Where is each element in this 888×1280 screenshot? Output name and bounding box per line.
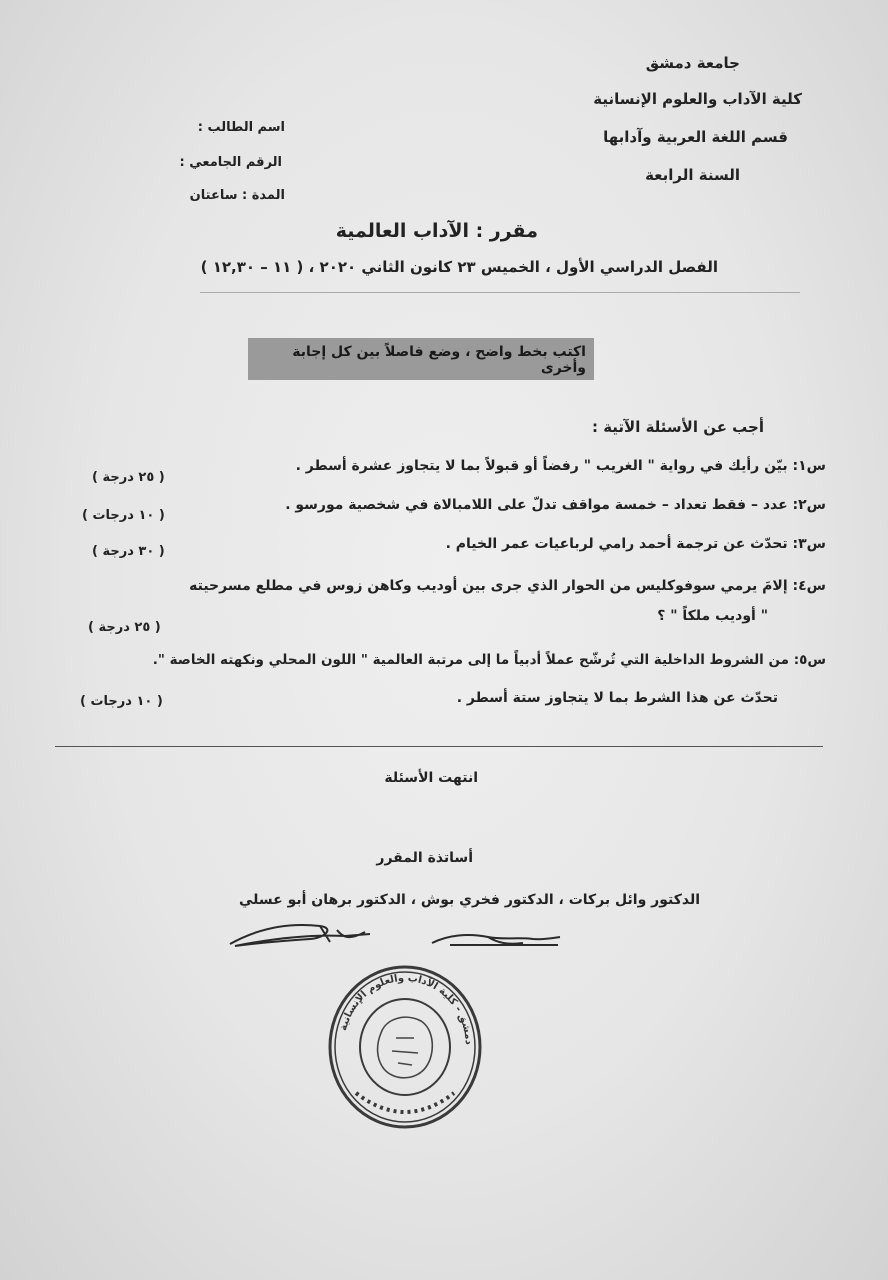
teachers-label: أساتذة المقرر	[376, 850, 473, 866]
student-id-label: الرقم الجامعي :	[179, 155, 282, 170]
study-year: السنة الرابعة	[645, 166, 740, 184]
questions-intro: أجب عن الأسئلة الآتية :	[591, 418, 764, 436]
teachers-names: الدكتور وائل بركات ، الدكتور فخري بوش ، الدكتور برهان أبو عسلي	[239, 892, 700, 908]
course-title: مقرر : الآداب العالمية	[335, 220, 538, 242]
question-4-mark: ( ٢٥ درجة )	[88, 620, 161, 635]
question-5-mark: ( ١٠ درجات )	[80, 694, 163, 709]
question-5-cont: تحدّث عن هذا الشرط بما لا يتجاوز ستة أسطر .	[456, 690, 778, 706]
question-1: س١: بيّن رأيك في رواية " الغريب " رفضاً أو قبولاً بما لا يتجاوز عشرة أسطر .	[295, 458, 826, 474]
signature-2	[428, 925, 563, 953]
question-4: س٤: إلامَ يرمي سوفوكليس من الحوار الذي جرى بين أوديب وكاهن زوس في مطلع مسرحيته	[189, 578, 826, 594]
question-5: س٥: من الشروط الداخلية التي تُرشّح عملاً أدبياً ما إلى مرتبة العالمية " اللون المحلي ونكهته الخاصة ".	[152, 652, 826, 668]
question-2-mark: ( ١٠ درجات )	[82, 508, 165, 523]
exam-session: الفصل الدراسي الأول ، الخميس ٢٣ كانون الثاني ٢٠٢٠ ، ( ١١ – ١٢,٣٠ )	[200, 258, 718, 276]
question-2: س٢: عدد – فقط تعداد – خمسة مواقف تدلّ على اللامبالاة في شخصية مورسو .	[285, 497, 826, 513]
questions-divider	[55, 746, 823, 747]
university-name: جامعة دمشق	[645, 54, 740, 72]
question-1-mark: ( ٢٥ درجة )	[92, 470, 165, 485]
instruction-text: اكتب بخط واضح ، وضع فاصلاً بين كل إجابة وأخرى	[292, 344, 586, 376]
question-3: س٣: تحدّث عن ترجمة أحمد رامي لرباعيات عمر الخيام .	[445, 536, 826, 552]
stamp-text: جامعة دمشق - كلية الآداب والعلوم الإنسانية	[322, 955, 475, 1049]
question-4-cont: " أوديب ملكاً " ؟	[657, 608, 768, 624]
exam-duration: المدة : ساعتان	[189, 188, 285, 203]
question-3-mark: ( ٣٠ درجة )	[92, 544, 165, 559]
end-of-questions: انتهت الأسئلة	[384, 770, 478, 786]
student-name-label: اسم الطالب :	[197, 120, 285, 135]
instruction-banner	[248, 338, 594, 380]
department-name: قسم اللغة العربية وآدابها	[603, 128, 788, 146]
faculty-name: كلية الآداب والعلوم الإنسانية	[593, 90, 802, 108]
signature-1	[225, 912, 375, 957]
header-divider	[200, 292, 800, 293]
university-stamp	[322, 955, 484, 1131]
